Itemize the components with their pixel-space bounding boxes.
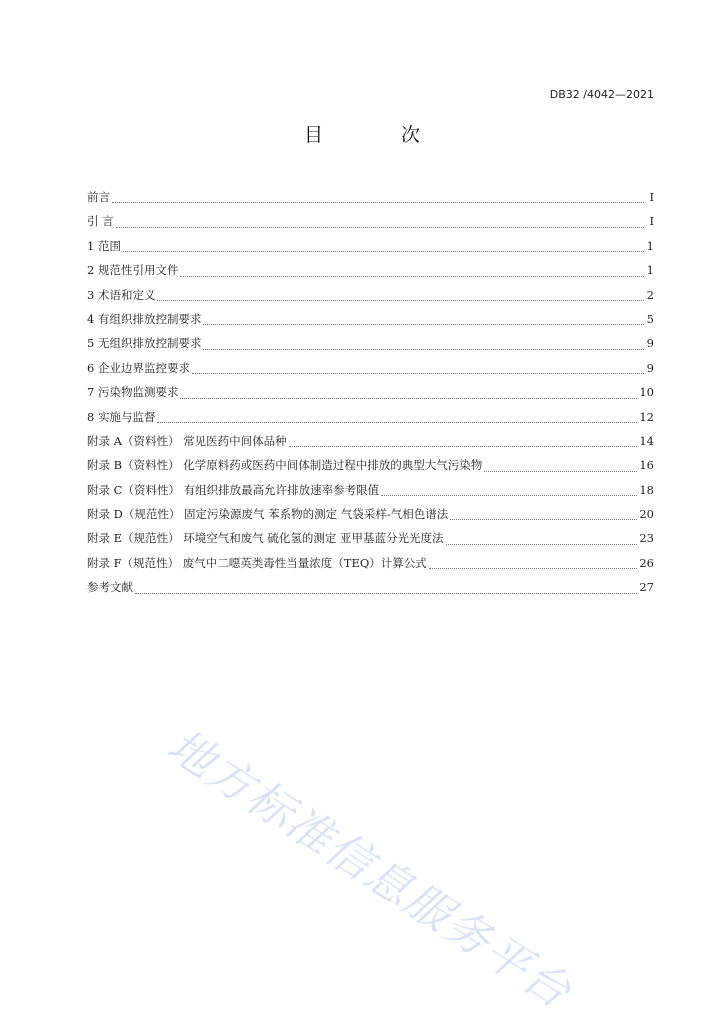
toc-dot-leader <box>157 422 637 423</box>
toc-dot-leader <box>446 544 638 545</box>
page-title: 目 次 <box>303 124 457 146</box>
toc-entry-title: 附录 C（资料性） 有组织排放最高允许排放速率参考限值 <box>87 482 380 497</box>
toc-page-number: 12 <box>639 409 654 424</box>
toc-entry-title: 3 术语和定义 <box>87 287 156 302</box>
toc-page-number: 26 <box>639 555 654 570</box>
toc-entry[interactable] <box>87 502 654 526</box>
toc-page-number: 27 <box>639 580 654 595</box>
toc-entry[interactable] <box>87 526 654 550</box>
toc-entry-title: 2 规范性引用文件 <box>87 263 179 278</box>
toc-dot-leader <box>135 593 637 594</box>
toc-dot-leader <box>123 251 644 252</box>
table-of-contents <box>87 185 654 600</box>
toc-page-number: 1 <box>646 263 654 278</box>
toc-page-number: 9 <box>646 336 654 351</box>
toc-entry[interactable] <box>87 575 654 599</box>
watermark: 地方标准信息服务平台 <box>158 718 582 1020</box>
toc-entry-title: 附录 A（资料性） 常见医药中间体品种 <box>87 433 287 448</box>
toc-page-number: 9 <box>646 360 654 375</box>
toc-dot-leader <box>289 446 638 447</box>
toc-dot-leader <box>180 276 644 277</box>
toc-entry-title: 附录 E（规范性） 环境空气和废气 硫化氢的测定 亚甲基蓝分光光度法 <box>87 531 444 546</box>
toc-entry[interactable] <box>87 283 654 307</box>
toc-entry-title: 附录 F（规范性） 废气中二噁英类毒性当量浓度（TEQ）计算公式 <box>87 555 427 570</box>
toc-page-number: 2 <box>646 287 654 302</box>
toc-page-number: 10 <box>639 385 654 400</box>
toc-page-number: 18 <box>639 482 654 497</box>
toc-page-number: I <box>649 214 654 229</box>
toc-entry-title: 前言 <box>87 190 110 204</box>
toc-page-number: 14 <box>639 433 654 448</box>
toc-entry[interactable] <box>87 405 654 429</box>
toc-entry-title: 8 实施与监督 <box>87 409 156 424</box>
toc-entry-title: 7 污染物监测要求 <box>87 385 179 400</box>
toc-dot-leader <box>450 519 637 520</box>
toc-entry[interactable] <box>87 356 654 380</box>
toc-dot-leader <box>116 227 644 228</box>
toc-dot-leader <box>429 568 638 569</box>
toc-page-number: 23 <box>639 531 654 546</box>
toc-entry-title: 1 范围 <box>87 238 121 253</box>
toc-entry[interactable] <box>87 209 654 233</box>
toc-dot-leader <box>381 495 637 496</box>
toc-dot-leader <box>192 373 644 374</box>
toc-entry[interactable] <box>87 234 654 258</box>
toc-entry-title: 4 有组织排放控制要求 <box>87 311 202 326</box>
toc-dot-leader <box>112 202 644 203</box>
toc-entry-title: 引 言 <box>87 214 114 229</box>
toc-entry-title: 5 无组织排放控制要求 <box>87 336 202 351</box>
toc-entry-title: 参考文献 <box>87 580 133 595</box>
toc-entry[interactable] <box>87 478 654 502</box>
toc-page-number: 16 <box>639 458 654 473</box>
toc-entry[interactable] <box>87 258 654 282</box>
toc-entry-title: 6 企业边界监控要求 <box>87 360 190 375</box>
toc-entry[interactable] <box>87 307 654 331</box>
toc-dot-leader <box>180 398 637 399</box>
toc-dot-leader <box>203 349 644 350</box>
toc-entry[interactable] <box>87 185 654 209</box>
toc-dot-leader <box>203 324 644 325</box>
toc-dot-leader <box>484 471 637 472</box>
toc-entry-title: 附录 D（规范性） 固定污染源废气 苯系物的测定 气袋采样-气相色谱法 <box>87 507 449 522</box>
toc-entry[interactable] <box>87 551 654 575</box>
toc-entry[interactable] <box>87 331 654 355</box>
document-code: DB32 /4042—2021 <box>549 88 654 101</box>
toc-entry[interactable] <box>87 380 654 404</box>
toc-dot-leader <box>157 300 644 301</box>
toc-page-number: 5 <box>646 311 654 326</box>
toc-page-number: 20 <box>639 507 654 522</box>
toc-entry[interactable] <box>87 453 654 477</box>
toc-page-number: 1 <box>646 238 654 253</box>
toc-entry[interactable] <box>87 429 654 453</box>
toc-entry-title: 附录 B（资料性） 化学原料药或医药中间体制造过程中排放的典型大气污染物 <box>87 458 483 473</box>
toc-page-number: I <box>649 190 654 204</box>
